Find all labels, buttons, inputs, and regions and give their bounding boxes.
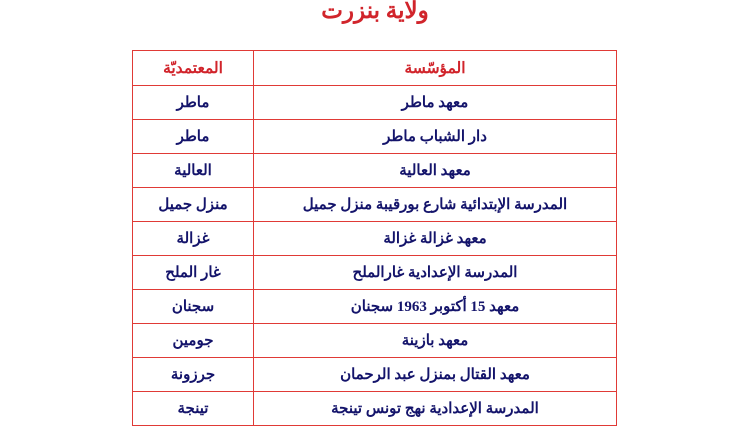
table-row: [133, 154, 617, 188]
cell-institution: معهد القتال بمنزل عبد الرحمان: [254, 358, 617, 392]
cell-delegation: غار الملح: [133, 256, 254, 290]
cell-institution: معهد بازينة: [254, 324, 617, 358]
cell-institution: المدرسة الإعدادية نهج تونس تينجة: [254, 392, 617, 426]
cell-delegation: العالية: [133, 154, 254, 188]
cell-delegation: تينجة: [133, 392, 254, 426]
table-header-row: [133, 51, 617, 86]
cell-delegation: سجنان: [133, 290, 254, 324]
cell-delegation: ماطر: [133, 120, 254, 154]
cell-delegation: جرزونة: [133, 358, 254, 392]
page-title: ولاية بنزرت: [321, 0, 429, 23]
table-row: [133, 222, 617, 256]
table-row: [133, 290, 617, 324]
table-row: [133, 324, 617, 358]
table-row: [133, 120, 617, 154]
institutions-table: [132, 50, 617, 426]
column-header-institution: المؤسّسة: [254, 51, 617, 86]
table-header: [133, 51, 617, 86]
cell-institution: دار الشباب ماطر: [254, 120, 617, 154]
table-row: [133, 188, 617, 222]
cell-institution: معهد العالية: [254, 154, 617, 188]
cell-delegation: منزل جميل: [133, 188, 254, 222]
table-row: [133, 256, 617, 290]
table-body: [133, 86, 617, 426]
cell-institution: معهد 15 أكتوبر 1963 سجنان: [254, 290, 617, 324]
cell-institution: المدرسة الإعدادية غارالملح: [254, 256, 617, 290]
cell-institution: معهد ماطر: [254, 86, 617, 120]
institutions-table-wrapper: [133, 50, 617, 426]
table-row: [133, 86, 617, 120]
table-row: [133, 392, 617, 426]
cell-delegation: جومين: [133, 324, 254, 358]
column-header-delegation: المعتمديّة: [133, 51, 254, 86]
cell-institution: المدرسة الإبتدائية شارع بورقيبة منزل جميل: [254, 188, 617, 222]
table-row: [133, 358, 617, 392]
cell-institution: معهد غزالة غزالة: [254, 222, 617, 256]
cell-delegation: ماطر: [133, 86, 254, 120]
cell-delegation: غزالة: [133, 222, 254, 256]
